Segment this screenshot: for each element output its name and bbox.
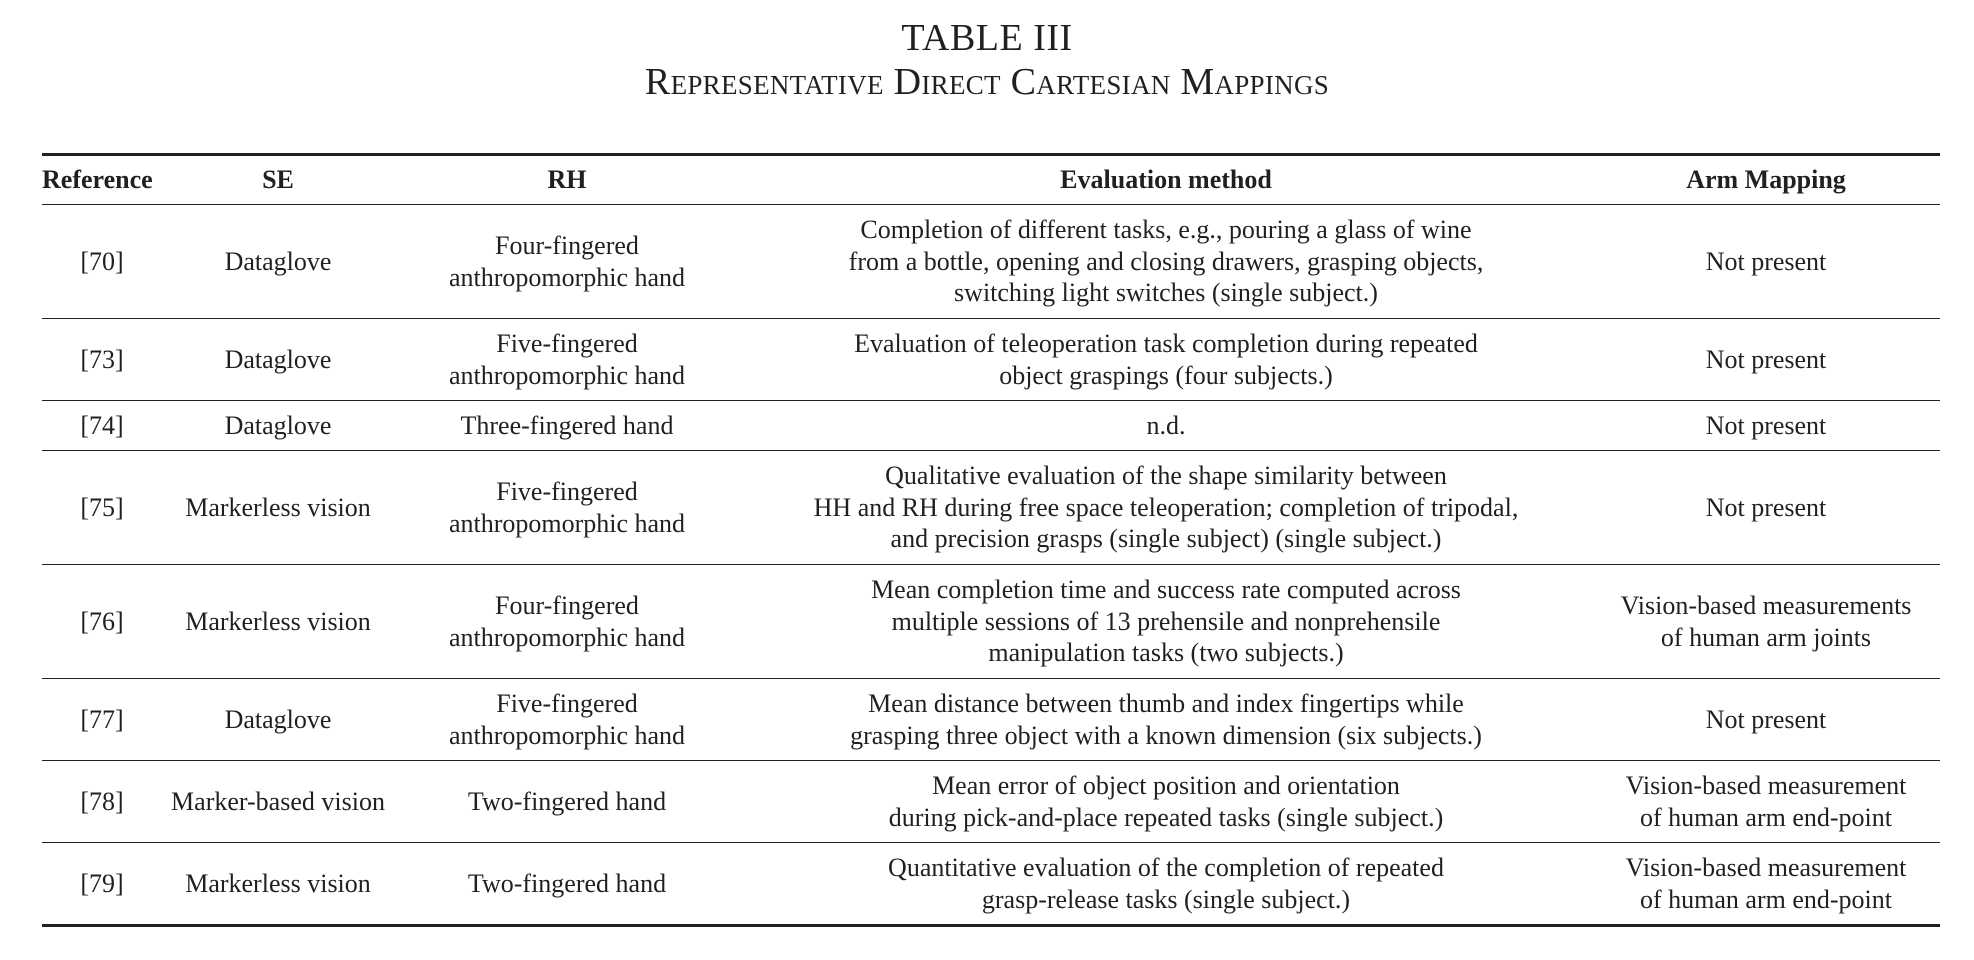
- evaluation-cell: Mean error of object position and orientation during pick-and-place repeated tasks (single subject.): [740, 761, 1592, 843]
- evaluation-cell: Completion of different tasks, e.g., pouring a glass of wine from a bottle, opening and closing drawers, grasping objects, switching light switches (single subject.): [848, 215, 1484, 308]
- arm-mapping-cell: Not present: [1592, 451, 1940, 565]
- evaluation-cell: Quantitative evaluation of the completion of repeated grasp-release tasks (single subject.): [740, 843, 1592, 926]
- arm-mapping-cell: Not present: [1592, 401, 1940, 451]
- arm-mapping-cell: Not present: [1592, 679, 1940, 761]
- table-row: [42, 679, 1940, 761]
- column-header-reference: Reference: [42, 155, 162, 205]
- evaluation-cell: Mean distance between thumb and index fingertips while grasping three object with a known dimension (six subjects.): [740, 679, 1592, 761]
- column-header-arm-mapping: Arm Mapping: [1592, 155, 1940, 205]
- rh-cell: Two-fingered hand: [394, 843, 740, 926]
- se-cell: Markerless vision: [162, 565, 394, 679]
- table-row: [42, 451, 1940, 565]
- cartesian-mappings-table: [42, 153, 1940, 927]
- reference-cell: [73]: [42, 319, 162, 401]
- se-cell: Dataglove: [224, 246, 332, 276]
- arm-mapping-cell: Vision-based measurement of human arm end-point: [1592, 761, 1940, 843]
- column-header-evaluation-method: Evaluation method: [740, 155, 1592, 205]
- evaluation-cell: n.d.: [740, 401, 1592, 451]
- evaluation-cell: Qualitative evaluation of the shape similarity between HH and RH during free space teleoperation; completion of tripodal, and precision grasps (single subject) (single subject.): [740, 451, 1592, 565]
- reference-cell: [79]: [42, 843, 162, 926]
- column-header-rh: RH: [394, 155, 740, 205]
- rh-cell: Five-fingered anthropomorphic hand: [394, 451, 740, 565]
- se-cell: Dataglove: [162, 401, 394, 451]
- reference-cell: [78]: [42, 761, 162, 843]
- reference-cell: [74]: [42, 401, 162, 451]
- rh-cell: Five-fingered anthropomorphic hand: [394, 319, 740, 401]
- rh-cell: Four-fingered anthropomorphic hand: [394, 565, 740, 679]
- rh-cell: Four-fingered anthropomorphic hand: [448, 231, 686, 292]
- rh-cell: Two-fingered hand: [394, 761, 740, 843]
- arm-mapping-cell: Not present: [1705, 246, 1827, 276]
- se-cell: Dataglove: [162, 679, 394, 761]
- se-cell: Dataglove: [162, 319, 394, 401]
- se-cell: Marker-based vision: [162, 761, 394, 843]
- arm-mapping-cell: Not present: [1592, 319, 1940, 401]
- arm-mapping-cell: Vision-based measurements of human arm joints: [1592, 565, 1940, 679]
- arm-mapping-cell: Vision-based measurement of human arm end-point: [1592, 843, 1940, 926]
- se-cell: Markerless vision: [162, 451, 394, 565]
- table-number: TABLE III: [901, 17, 1073, 59]
- rh-cell: Five-fingered anthropomorphic hand: [394, 679, 740, 761]
- table-row: [42, 205, 1940, 319]
- reference-cell: [75]: [42, 451, 162, 565]
- evaluation-cell: Evaluation of teleoperation task completion during repeated object graspings (four subjects.): [740, 319, 1592, 401]
- column-header-se: SE: [162, 155, 394, 205]
- reference-cell: [70]: [80, 246, 124, 276]
- reference-cell: [77]: [42, 679, 162, 761]
- se-cell: Markerless vision: [162, 843, 394, 926]
- table-header-row: [42, 155, 1940, 205]
- table-row: [42, 761, 1940, 843]
- table-row: [42, 401, 1940, 451]
- table-row: [42, 565, 1940, 679]
- table-row: [42, 843, 1940, 926]
- table-row: [42, 319, 1940, 401]
- evaluation-cell: Mean completion time and success rate computed across multiple sessions of 13 prehensile and nonprehensile manipulation tasks (two subjects.): [740, 565, 1592, 679]
- rh-cell: Three-fingered hand: [394, 401, 740, 451]
- reference-cell: [76]: [42, 565, 162, 679]
- table-title: Representative Direct Cartesian Mappings: [644, 61, 1330, 103]
